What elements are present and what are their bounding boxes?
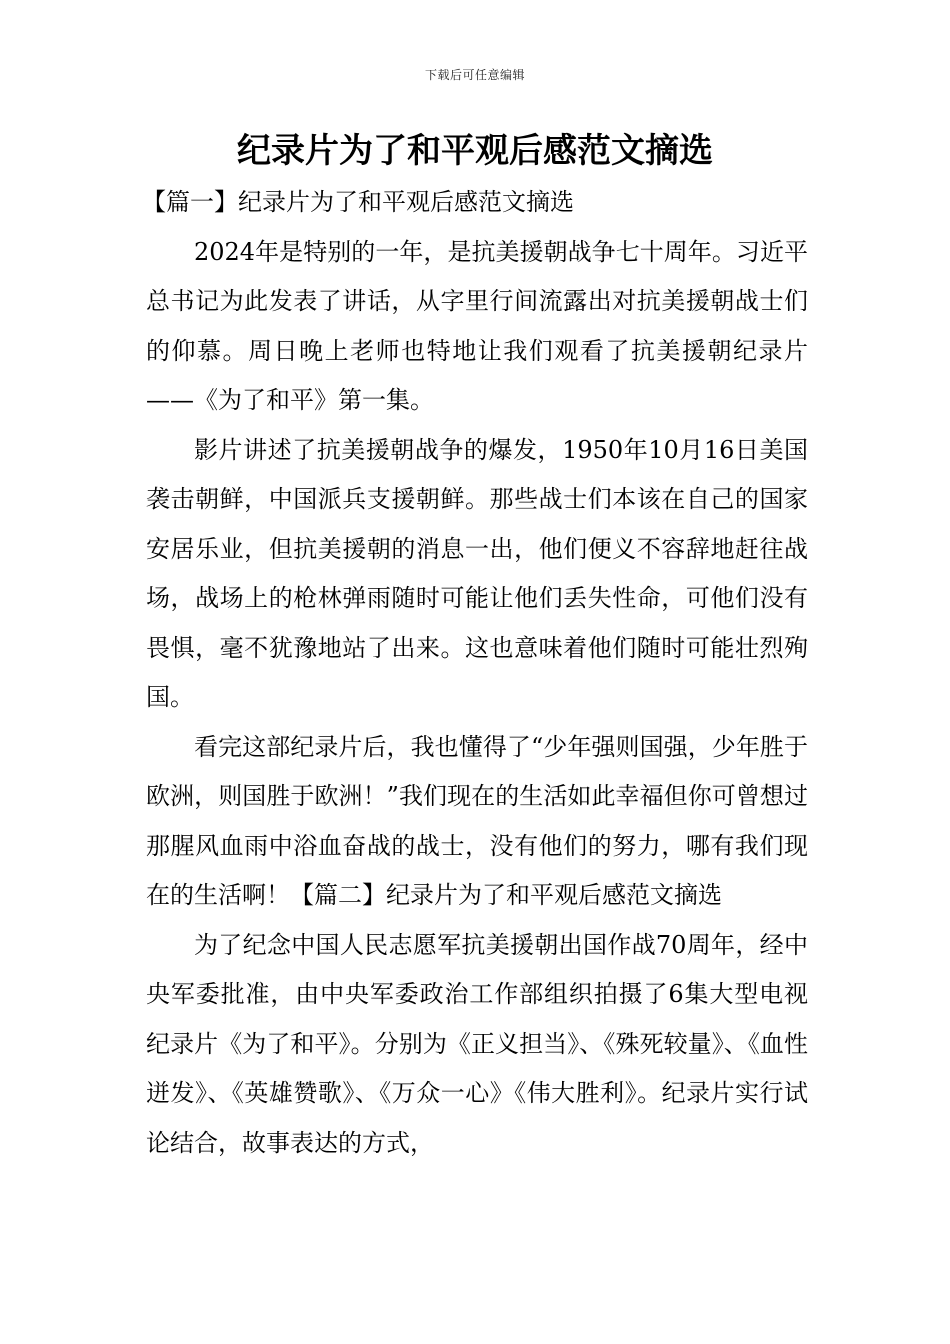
document-title: 纪录片为了和平观后感范文摘选 — [237, 131, 713, 171]
paragraph-3 — [146, 723, 808, 921]
paragraph-1: 2024年是特别的一年，是抗美援朝战争七十周年。习近平总书记为此发表了讲话，从字里行间流露出对抗美援朝战士们的仰慕。周日晚上老师也特地让我们观看了抗美援朝纪录片——《为了和平》第一集。 — [146, 237, 808, 414]
section-heading-2: 【篇二】纪录片为了和平观后感范文摘选 — [290, 881, 722, 909]
header-note: 下载后可任意编辑 — [424, 68, 525, 82]
paragraph-3-text: 看完这部纪录片后，我也懂得了“少年强则国强，少年胜于欧洲，则国胜于欧洲！”我们现在的生活如此幸福但你可曾想过那腥风血雨中浴血奋战的战士，没有他们的努力，哪有我们现在的生活啊！ — [146, 732, 808, 909]
paragraph-2: 影片讲述了抗美援朝战争的爆发，1950年10月16日美国袭击朝鲜，中国派兵支援朝鲜。那些战士们本该在自己的国家安居乐业，但抗美援朝的消息一出，他们便义不容辞地赶往战场，战场上的枪林弹雨随时可能让他们丢失性命，可他们没有畏惧，毫不犹豫地站了出来。这也意味着他们随时可能壮烈殉国。 — [146, 435, 808, 711]
paragraph-4: 为了纪念中国人民志愿军抗美援朝出国作战70周年，经中央军委批准，由中央军委政治工作部组织拍摄了6集大型电视纪录片《为了和平》。分别为《正义担当》、《殊死较量》、《血性迸发》、《英雄赞歌》、《万众一心》《伟大胜利》。纪录片实行试论结合，故事表达的方式， — [146, 930, 808, 1157]
section-heading-1: 【篇一】纪录片为了和平观后感范文摘选 — [142, 188, 574, 216]
document-body — [142, 178, 808, 1168]
